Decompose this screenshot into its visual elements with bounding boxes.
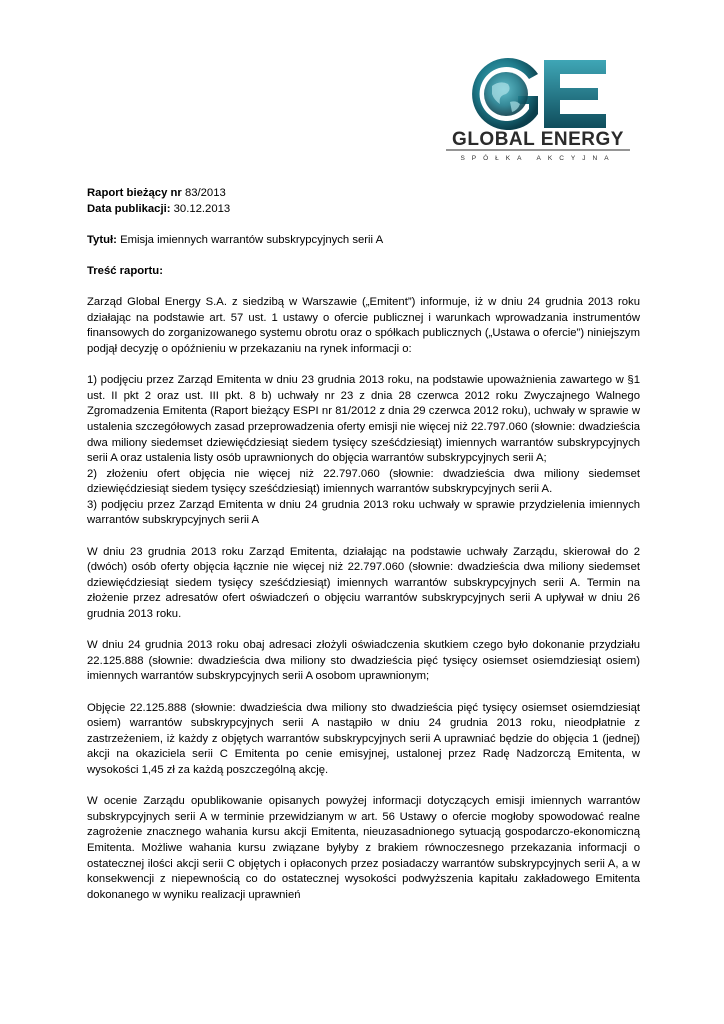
report-title-value: Emisja imiennych warrantów subskrypcyjnych serii A	[120, 233, 384, 246]
report-number-line	[87, 186, 640, 202]
report-content	[87, 186, 640, 903]
global-energy-logo-graphic	[440, 52, 636, 164]
allocation-paragraph: W dniu 24 grudnia 2013 roku obaj adresaci złożyli oświadczenia skutkiem czego było dokonanie przydziału 22.125.888 (słownie: dwadzieścia dwa miliony sto dwadzieścia pięć tysięcy osiemset osiemdziesiąt osiem) imiennych warrantów subskrypcyjnych serii A osobom uprawnionym;	[87, 639, 640, 683]
decision-list-item-2: 2) złożeniu ofert objęcia nie więcej niż 22.797.060 (słownie: dwadzieścia dwa miliony siedemset dziewięćdziesiąt siedem tysięcy sześćdziesiąt) imiennych warrantów subskrypcyjnych serii A.	[87, 467, 640, 496]
report-number-label: Raport bieżący nr	[87, 187, 182, 199]
e-monogram	[544, 60, 606, 128]
g-monogram-globe	[472, 58, 538, 130]
report-content-heading: Treść raportu:	[87, 264, 163, 277]
decision-list-item-1: 1) podjęciu przez Zarząd Emitenta w dniu 23 grudnia 2013 roku, na podstawie upoważnienia zawartego w §1 ust. II pkt 2 oraz ust. III pkt. 8 b) uchwały nr 23 z dnia 28 czerwca 2012 roku Zwyczajnego Walnego Zgromadzenia Emitenta (Raport bieżący ESPI nr 81/2012 z dnia 29 czerwca 2012 roku), uchwały w sprawie w ustalenia szczegółowych zasad przeprowadzenia oferty emisji nie więcej niż 22.797.060 (słownie: dwadzieścia dwa miliony siedemset dziewięćdziesiąt siedem tysięcy sześćdziesiąt) imiennych warrantów subskrypcyjnych serii A oraz ustalenia listy osób uprawnionych do objęcia warrantów subskrypcyjnych serii A;	[87, 374, 640, 465]
intro-paragraph: Zarząd Global Energy S.A. z siedzibą w Warszawie („Emitent”) informuje, iż w dniu 24 grudnia 2013 roku działając na podstawie art. 57 ust. 1 ustawy o ofercie publicznej i warunkach wprowadzania instrumentów finansowych do zorganizowanego systemu obrotu oraz o spółkach publicznych („Ustawa o ofercie”) niniejszym podjął decyzję o opóźnieniu w przekazaniu na rynek informacji o:	[87, 296, 640, 355]
company-logo	[440, 52, 636, 164]
report-number-value: 83/2013	[184, 187, 226, 199]
decision-list-item-3: 3) podjęciu przez Zarząd Emitenta w dniu 24 grudnia 2013 roku uchwały w sprawie przydzielenia imiennych warrantów subskrypcyjnych serii A	[87, 498, 640, 527]
assessment-paragraph: W ocenie Zarządu opublikowanie opisanych powyżej informacji dotyczących emisji imiennych warrantów subskrypcyjnych serii A w terminie przewidzianym w art. 56 Ustawy o ofercie mogłoby spowodować realne zagrożenie znacznego wahania kursu akcji Emitenta, nieuzasadnionego sytuacją gospodarczo-ekonomiczną Emitenta. Możliwe wahania kursu związane byłyby z brakiem równoczesnego przekazania informacji o ostatecznej ilości akcji serii C objętych i opłaconych przez posiadaczy warrantów subskrypcyjnych serii A, a w konsekwencji z niepewnością co do ostatecznej wysokości podwyższenia kapitału zakładowego Emitenta dokonanego w wyniku realizacji uprawnień	[87, 795, 640, 901]
report-title-line	[87, 233, 640, 249]
report-title-label: Tytuł:	[87, 233, 117, 246]
publication-date-label: Data publikacji:	[87, 202, 171, 215]
publication-date-line	[87, 202, 640, 218]
brand-subtitle-text: SPÓŁKA AKCYJNA	[460, 155, 616, 162]
publication-date-value: 30.12.2013	[173, 202, 231, 215]
offers-paragraph: W dniu 23 grudnia 2013 roku Zarząd Emitenta, działając na podstawie uchwały Zarządu, skierował do 2 (dwóch) osób oferty objęcia łącznie nie więcej niż 22.797.060 (słownie: dwadzieścia dwa miliony siedemset dziewięćdziesiąt siedem tysięcy sześćdziesiąt) imiennych warrantów subskrypcyjnych serii A. Termin na złożenie przez adresatów ofert oświadczeń o objęciu warrantów subskrypcyjnych serii A upływał w dniu 26 grudnia 2013 roku.	[87, 545, 640, 621]
subscription-paragraph: Objęcie 22.125.888 (słownie: dwadzieścia dwa miliony sto dwadzieścia pięć tysięcy osiemset osiemdziesiąt osiem) warrantów subskrypcyjnych serii A nastąpiło w dniu 24 grudnia 2013 roku, nieodpłatnie z zastrzeżeniem, iż każdy z objętych warrantów subskrypcyjnych serii A uprawniać będzie do objęcia 1 (jednej) akcji na okaziciela serii C Emitenta po cenie emisyjnej, ustalonej przez Radę Nadzorczą Emitenta, w wysokości 1,45 zł za każdą poszczególną akcję.	[87, 701, 640, 776]
brand-name-text: GLOBAL ENERGY	[452, 129, 624, 150]
